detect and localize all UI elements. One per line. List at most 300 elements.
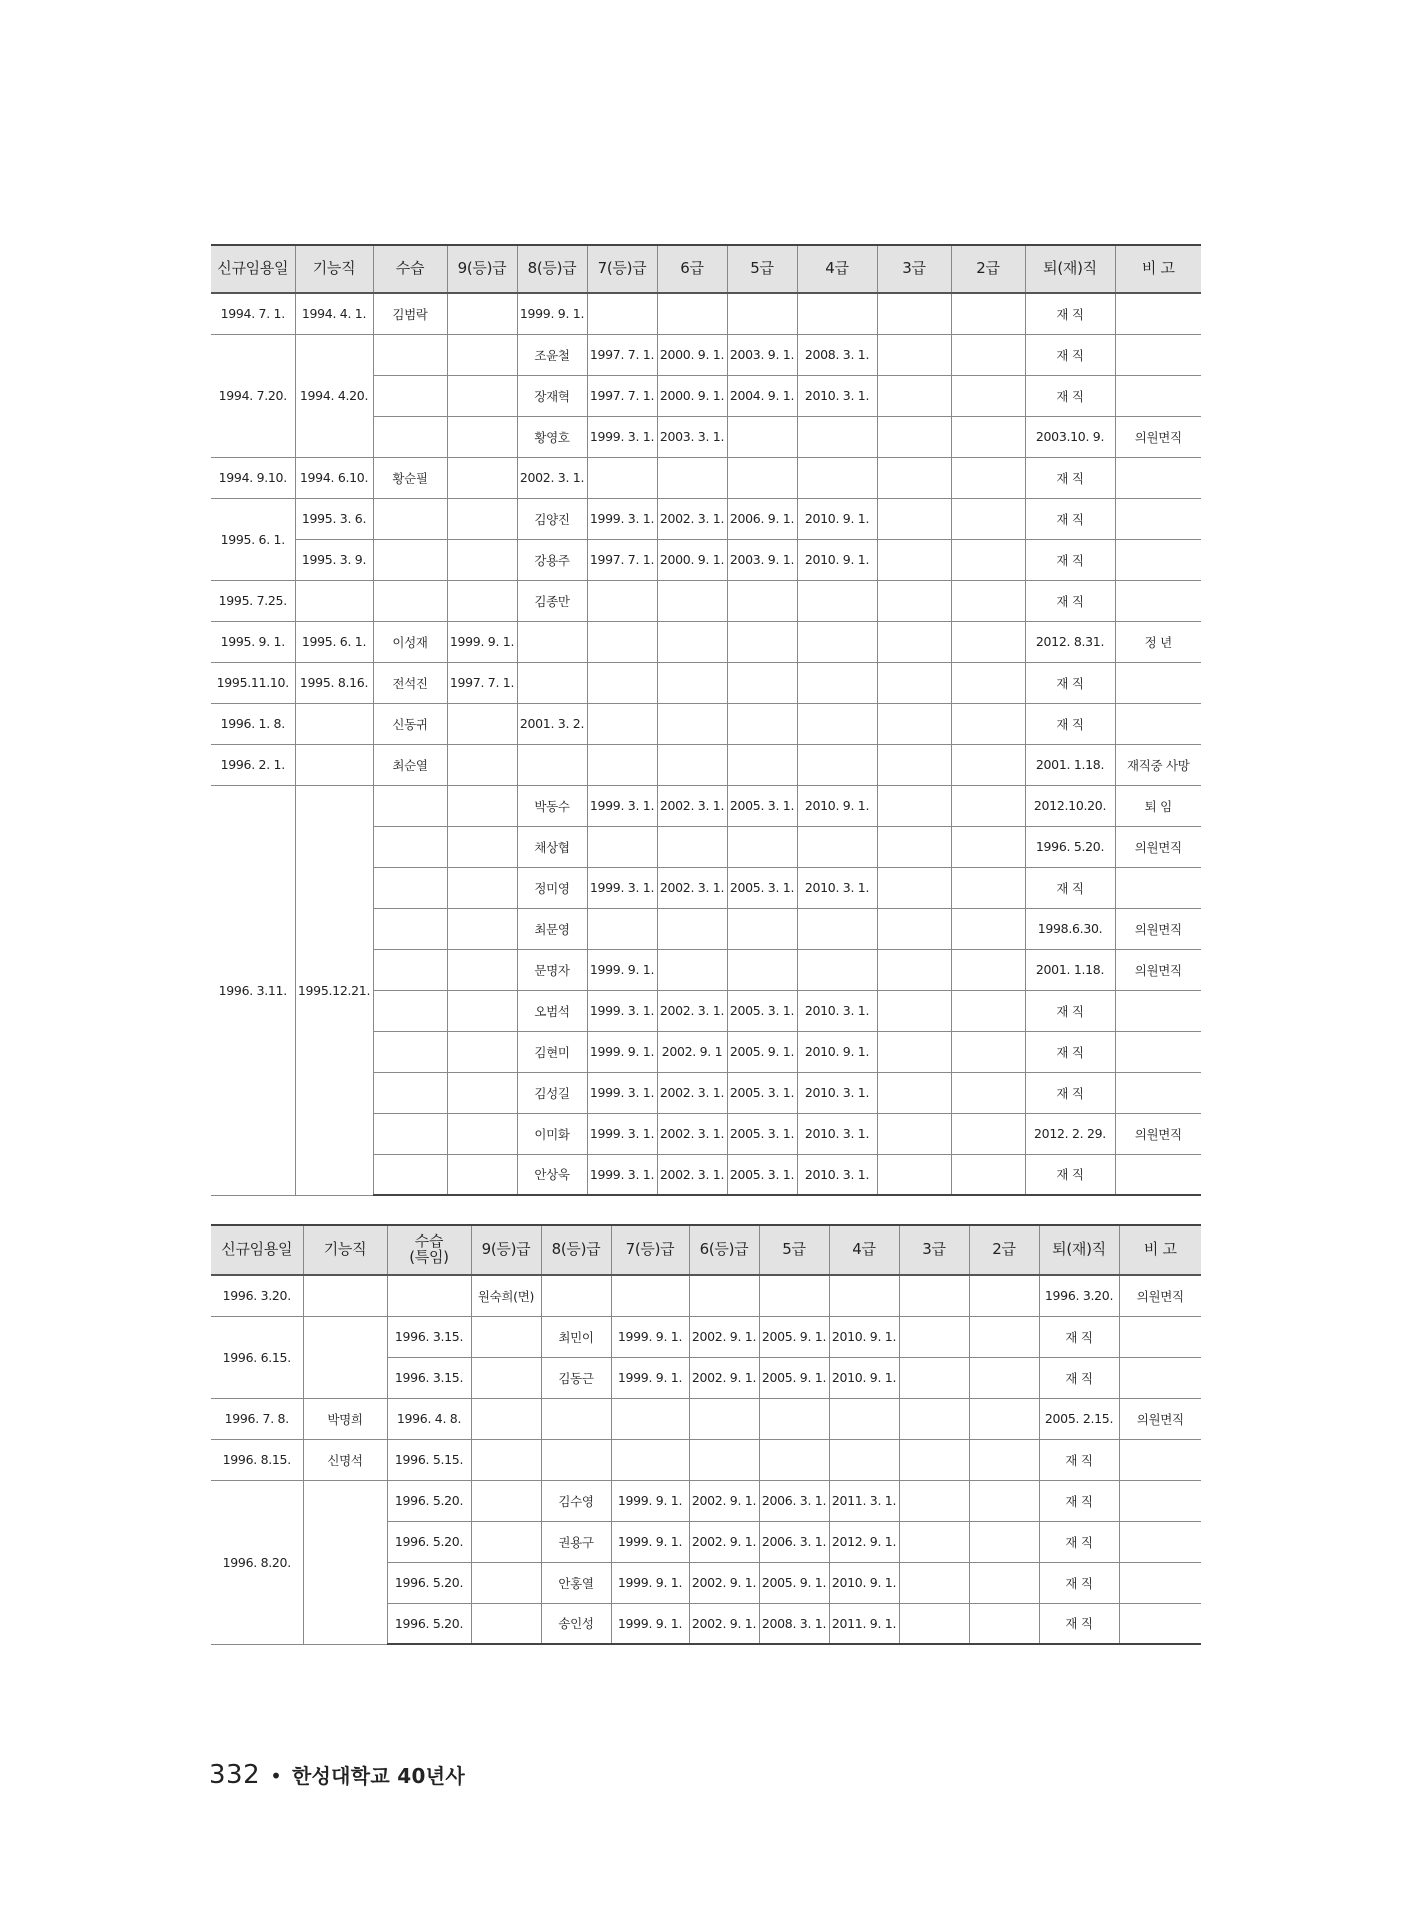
table-cell bbox=[969, 1398, 1039, 1439]
table-cell bbox=[1115, 662, 1201, 703]
table-cell bbox=[447, 293, 517, 334]
table-cell bbox=[969, 1562, 1039, 1603]
table-cell: 1995. 6. 1. bbox=[211, 498, 295, 580]
table-cell: 재 직 bbox=[1039, 1521, 1119, 1562]
table-cell: 1999. 3. 1. bbox=[587, 785, 657, 826]
table-cell: 재 직 bbox=[1025, 990, 1115, 1031]
table-row bbox=[211, 662, 1201, 703]
table-cell: 황순필 bbox=[373, 457, 447, 498]
table-cell: 2005. 9. 1. bbox=[759, 1562, 829, 1603]
column-header: 3급 bbox=[899, 1225, 969, 1275]
table-cell bbox=[877, 1031, 951, 1072]
table-cell: 안홍열 bbox=[541, 1562, 611, 1603]
table-cell bbox=[373, 908, 447, 949]
table-cell: 1996. 3.20. bbox=[1039, 1275, 1119, 1316]
table-cell: 박동수 bbox=[517, 785, 587, 826]
table-cell: 2002. 3. 1. bbox=[657, 785, 727, 826]
table-cell: 최민이 bbox=[541, 1316, 611, 1357]
table-cell: 박명희 bbox=[303, 1398, 387, 1439]
table-cell bbox=[611, 1275, 689, 1316]
table-cell: 1995. 6. 1. bbox=[295, 621, 373, 662]
table-cell bbox=[727, 826, 797, 867]
table-cell bbox=[759, 1275, 829, 1316]
table-cell bbox=[759, 1398, 829, 1439]
table-cell: 1999. 3. 1. bbox=[587, 1113, 657, 1154]
table-cell bbox=[877, 539, 951, 580]
table-cell: 2012. 9. 1. bbox=[829, 1521, 899, 1562]
table-cell: 재 직 bbox=[1025, 1154, 1115, 1195]
table-cell: 정미영 bbox=[517, 867, 587, 908]
table-cell bbox=[471, 1480, 541, 1521]
table-cell bbox=[373, 539, 447, 580]
table-cell bbox=[657, 908, 727, 949]
table-cell: 2001. 3. 2. bbox=[517, 703, 587, 744]
table-cell: 2003. 9. 1. bbox=[727, 334, 797, 375]
column-header: 퇴(재)직 bbox=[1025, 245, 1115, 293]
table-cell: 퇴 임 bbox=[1115, 785, 1201, 826]
table-cell: 1996. 5.20. bbox=[387, 1562, 471, 1603]
table-cell bbox=[1115, 1031, 1201, 1072]
table-cell bbox=[797, 457, 877, 498]
table-cell bbox=[447, 703, 517, 744]
table-cell bbox=[797, 662, 877, 703]
table-cell bbox=[587, 703, 657, 744]
table-cell: 의원면직 bbox=[1119, 1398, 1201, 1439]
table-cell bbox=[447, 867, 517, 908]
table-cell bbox=[587, 908, 657, 949]
table-cell bbox=[447, 785, 517, 826]
column-header: 6급 bbox=[657, 245, 727, 293]
table-cell bbox=[951, 744, 1025, 785]
table-cell: 재 직 bbox=[1025, 293, 1115, 334]
column-header: 4급 bbox=[797, 245, 877, 293]
table-cell bbox=[899, 1398, 969, 1439]
table-cell: 1995. 9. 1. bbox=[211, 621, 295, 662]
table-cell bbox=[373, 1031, 447, 1072]
table-cell bbox=[899, 1357, 969, 1398]
column-header: 4급 bbox=[829, 1225, 899, 1275]
table-cell bbox=[373, 498, 447, 539]
table-cell: 1996. 3.11. bbox=[211, 785, 295, 1195]
table-cell bbox=[797, 949, 877, 990]
table-cell: 2005. 2.15. bbox=[1039, 1398, 1119, 1439]
table-cell bbox=[727, 662, 797, 703]
table-cell bbox=[447, 498, 517, 539]
table-cell bbox=[969, 1439, 1039, 1480]
table-row bbox=[211, 1480, 1201, 1521]
table-cell: 2008. 3. 1. bbox=[759, 1603, 829, 1644]
table-cell bbox=[657, 293, 727, 334]
table-cell: 신동귀 bbox=[373, 703, 447, 744]
table-cell bbox=[899, 1521, 969, 1562]
table-cell bbox=[797, 416, 877, 457]
table-cell: 김현미 bbox=[517, 1031, 587, 1072]
table-cell bbox=[1115, 990, 1201, 1031]
table-cell bbox=[797, 293, 877, 334]
table-row bbox=[211, 498, 1201, 539]
table-cell bbox=[969, 1275, 1039, 1316]
table-cell: 2005. 3. 1. bbox=[727, 990, 797, 1031]
table-cell bbox=[829, 1439, 899, 1480]
table-cell: 1999. 9. 1. bbox=[611, 1562, 689, 1603]
table-cell bbox=[969, 1603, 1039, 1644]
table-cell bbox=[541, 1275, 611, 1316]
table-cell bbox=[657, 621, 727, 662]
table-cell: 전석진 bbox=[373, 662, 447, 703]
table-cell bbox=[951, 908, 1025, 949]
table-cell: 1998.6.30. bbox=[1025, 908, 1115, 949]
table-cell bbox=[899, 1480, 969, 1521]
table-cell: 1996. 5.20. bbox=[1025, 826, 1115, 867]
table-cell: 1995. 7.25. bbox=[211, 580, 295, 621]
table-cell bbox=[797, 744, 877, 785]
table-cell bbox=[969, 1480, 1039, 1521]
table-cell bbox=[587, 580, 657, 621]
table-cell bbox=[1115, 293, 1201, 334]
table-cell bbox=[587, 457, 657, 498]
table-cell bbox=[899, 1316, 969, 1357]
table-cell: 재 직 bbox=[1025, 703, 1115, 744]
table-cell: 1994. 4. 1. bbox=[295, 293, 373, 334]
column-header: 8(등)급 bbox=[541, 1225, 611, 1275]
column-header: 6(등)급 bbox=[689, 1225, 759, 1275]
table-row bbox=[211, 334, 1201, 375]
table-cell: 1996. 6.15. bbox=[211, 1316, 303, 1398]
table-row bbox=[211, 621, 1201, 662]
table-row bbox=[211, 1439, 1201, 1480]
table-cell bbox=[657, 949, 727, 990]
table-cell: 2002. 3. 1. bbox=[657, 498, 727, 539]
table-cell bbox=[1115, 457, 1201, 498]
table-cell bbox=[447, 539, 517, 580]
table-cell: 2005. 9. 1. bbox=[727, 1031, 797, 1072]
table-cell: 장재혁 bbox=[517, 375, 587, 416]
table-cell: 1996. 2. 1. bbox=[211, 744, 295, 785]
table-cell bbox=[877, 375, 951, 416]
table-cell: 1999. 9. 1. bbox=[587, 949, 657, 990]
table-cell bbox=[951, 1031, 1025, 1072]
table-cell bbox=[1115, 498, 1201, 539]
table-cell bbox=[471, 1439, 541, 1480]
table-cell: 2001. 1.18. bbox=[1025, 949, 1115, 990]
table-cell bbox=[899, 1439, 969, 1480]
table-cell: 1999. 9. 1. bbox=[611, 1480, 689, 1521]
table-cell bbox=[447, 826, 517, 867]
table-cell: 1996. 8.20. bbox=[211, 1480, 303, 1644]
table-cell bbox=[951, 826, 1025, 867]
table-cell bbox=[727, 293, 797, 334]
table-cell bbox=[1115, 1154, 1201, 1195]
table-cell: 1997. 7. 1. bbox=[447, 662, 517, 703]
table-cell: 2002. 9. 1. bbox=[689, 1562, 759, 1603]
table-cell: 의원면직 bbox=[1119, 1275, 1201, 1316]
footer-bullet: • bbox=[270, 1764, 282, 1788]
column-header: 5급 bbox=[727, 245, 797, 293]
table-cell: 재 직 bbox=[1039, 1603, 1119, 1644]
column-header: 비 고 bbox=[1119, 1225, 1201, 1275]
table-cell: 재 직 bbox=[1025, 1072, 1115, 1113]
table-cell: 2002. 9. 1. bbox=[689, 1357, 759, 1398]
table-cell bbox=[951, 457, 1025, 498]
table-cell bbox=[877, 744, 951, 785]
table-cell bbox=[541, 1398, 611, 1439]
table-cell bbox=[471, 1603, 541, 1644]
book-title: 한성대학교 40년사 bbox=[291, 1764, 465, 1788]
table-cell bbox=[877, 662, 951, 703]
table-cell bbox=[877, 457, 951, 498]
table-cell bbox=[797, 908, 877, 949]
table-cell bbox=[373, 949, 447, 990]
table-cell: 2003. 9. 1. bbox=[727, 539, 797, 580]
staff-table-1 bbox=[211, 244, 1201, 1196]
table-cell bbox=[727, 580, 797, 621]
table-cell bbox=[657, 744, 727, 785]
table-cell bbox=[969, 1316, 1039, 1357]
table-cell: 2011. 3. 1. bbox=[829, 1480, 899, 1521]
table-cell bbox=[447, 334, 517, 375]
table-cell bbox=[447, 457, 517, 498]
column-header: 신규임용일 bbox=[211, 245, 295, 293]
table-cell bbox=[951, 1113, 1025, 1154]
table-cell bbox=[797, 826, 877, 867]
staff-table-2 bbox=[211, 1224, 1201, 1645]
table-cell: 2010. 9. 1. bbox=[797, 785, 877, 826]
page-number: 332 bbox=[209, 1760, 261, 1790]
table-cell bbox=[587, 826, 657, 867]
page-footer bbox=[209, 1760, 465, 1790]
table-cell: 2010. 3. 1. bbox=[797, 1154, 877, 1195]
table-cell bbox=[797, 703, 877, 744]
table-cell: 1994. 4.20. bbox=[295, 334, 373, 457]
table-cell bbox=[951, 334, 1025, 375]
table-cell bbox=[447, 1072, 517, 1113]
table-cell: 강용주 bbox=[517, 539, 587, 580]
table-cell bbox=[877, 785, 951, 826]
table-cell: 1997. 7. 1. bbox=[587, 375, 657, 416]
table-cell: 재 직 bbox=[1025, 457, 1115, 498]
table-cell bbox=[951, 990, 1025, 1031]
table-cell bbox=[373, 826, 447, 867]
table-row bbox=[211, 744, 1201, 785]
table-cell: 2010. 3. 1. bbox=[797, 1072, 877, 1113]
column-header: 퇴(재)직 bbox=[1039, 1225, 1119, 1275]
table-cell bbox=[899, 1603, 969, 1644]
table-cell bbox=[727, 457, 797, 498]
table-cell bbox=[727, 908, 797, 949]
table-cell bbox=[727, 949, 797, 990]
table-cell: 김성길 bbox=[517, 1072, 587, 1113]
table-cell bbox=[969, 1357, 1039, 1398]
table-cell: 조윤철 bbox=[517, 334, 587, 375]
header-row bbox=[211, 1225, 1201, 1275]
table-cell: 1996. 1. 8. bbox=[211, 703, 295, 744]
table-cell: 2010. 3. 1. bbox=[797, 375, 877, 416]
table-cell: 1997. 7. 1. bbox=[587, 539, 657, 580]
table-cell bbox=[587, 621, 657, 662]
table-cell bbox=[447, 1031, 517, 1072]
table-row bbox=[211, 1398, 1201, 1439]
table-cell: 1996. 7. 8. bbox=[211, 1398, 303, 1439]
table-cell: 2005. 3. 1. bbox=[727, 1072, 797, 1113]
table-cell bbox=[303, 1316, 387, 1398]
table-cell bbox=[727, 416, 797, 457]
table-cell: 신명석 bbox=[303, 1439, 387, 1480]
table-cell bbox=[373, 990, 447, 1031]
table-cell: 의원면직 bbox=[1115, 416, 1201, 457]
table-cell bbox=[447, 1154, 517, 1195]
table-cell: 2003. 3. 1. bbox=[657, 416, 727, 457]
table-cell bbox=[373, 1154, 447, 1195]
table-cell: 2005. 3. 1. bbox=[727, 1113, 797, 1154]
table-cell: 2005. 3. 1. bbox=[727, 785, 797, 826]
table-cell bbox=[303, 1480, 387, 1644]
table-cell: 재 직 bbox=[1039, 1439, 1119, 1480]
table-cell: 2010. 3. 1. bbox=[797, 1113, 877, 1154]
table-cell: 1999. 3. 1. bbox=[587, 1154, 657, 1195]
table-cell bbox=[877, 826, 951, 867]
column-header: 수습 (특임) bbox=[387, 1225, 471, 1275]
table-cell bbox=[877, 580, 951, 621]
table-cell: 재 직 bbox=[1025, 375, 1115, 416]
table-cell bbox=[611, 1439, 689, 1480]
table-cell: 2010. 9. 1. bbox=[797, 498, 877, 539]
table-cell: 1996. 8.15. bbox=[211, 1439, 303, 1480]
table-cell bbox=[969, 1521, 1039, 1562]
table-cell: 의원면직 bbox=[1115, 826, 1201, 867]
table-cell bbox=[951, 498, 1025, 539]
table-cell bbox=[727, 621, 797, 662]
table-cell bbox=[689, 1439, 759, 1480]
table-cell: 김양진 bbox=[517, 498, 587, 539]
table-cell bbox=[727, 703, 797, 744]
table-cell bbox=[877, 867, 951, 908]
table-cell: 권용구 bbox=[541, 1521, 611, 1562]
table-cell: 1999. 3. 1. bbox=[587, 867, 657, 908]
table-cell: 재 직 bbox=[1025, 662, 1115, 703]
table-cell: 1999. 3. 1. bbox=[587, 416, 657, 457]
table-cell: 재 직 bbox=[1025, 580, 1115, 621]
table-cell bbox=[373, 1113, 447, 1154]
table-cell bbox=[471, 1398, 541, 1439]
table-cell: 1999. 9. 1. bbox=[611, 1316, 689, 1357]
table-cell bbox=[877, 1113, 951, 1154]
table-cell bbox=[447, 744, 517, 785]
table-cell: 정 년 bbox=[1115, 621, 1201, 662]
column-header: 2급 bbox=[951, 245, 1025, 293]
table-cell: 1999. 3. 1. bbox=[587, 990, 657, 1031]
table-cell bbox=[471, 1521, 541, 1562]
table-cell bbox=[541, 1439, 611, 1480]
table-cell bbox=[517, 662, 587, 703]
table-cell bbox=[877, 949, 951, 990]
table-cell: 1994. 7. 1. bbox=[211, 293, 295, 334]
table-cell bbox=[877, 1154, 951, 1195]
table-cell bbox=[447, 990, 517, 1031]
table-cell: 2012. 2. 29. bbox=[1025, 1113, 1115, 1154]
table-cell: 1995.11.10. bbox=[211, 662, 295, 703]
table-cell bbox=[797, 580, 877, 621]
table-cell: 김범락 bbox=[373, 293, 447, 334]
table-cell: 2002. 9. 1 bbox=[657, 1031, 727, 1072]
table-cell: 1995. 3. 9. bbox=[295, 539, 373, 580]
table-cell bbox=[951, 375, 1025, 416]
table-cell bbox=[951, 293, 1025, 334]
table-cell: 1994. 9.10. bbox=[211, 457, 295, 498]
table-cell bbox=[899, 1275, 969, 1316]
table-cell bbox=[471, 1316, 541, 1357]
table-cell bbox=[951, 416, 1025, 457]
table-cell: 2002. 3. 1. bbox=[657, 990, 727, 1031]
table-cell: 1996. 3.15. bbox=[387, 1316, 471, 1357]
table-cell bbox=[447, 949, 517, 990]
table-cell bbox=[1115, 539, 1201, 580]
table-cell: 2003.10. 9. bbox=[1025, 416, 1115, 457]
table-cell bbox=[877, 908, 951, 949]
table-row bbox=[211, 539, 1201, 580]
table-cell: 1999. 9. 1. bbox=[587, 1031, 657, 1072]
table-cell: 재직중 사망 bbox=[1115, 744, 1201, 785]
table-cell bbox=[611, 1398, 689, 1439]
column-header: 수습 bbox=[373, 245, 447, 293]
table-cell bbox=[951, 785, 1025, 826]
table-cell: 1995. 3. 6. bbox=[295, 498, 373, 539]
table-cell: 1996. 5.20. bbox=[387, 1480, 471, 1521]
table-row bbox=[211, 785, 1201, 826]
table-cell: 송인성 bbox=[541, 1603, 611, 1644]
table-cell bbox=[877, 703, 951, 744]
column-header: 신규임용일 bbox=[211, 1225, 303, 1275]
table-cell: 2002. 3. 1. bbox=[657, 1113, 727, 1154]
table-cell: 2002. 9. 1. bbox=[689, 1316, 759, 1357]
table-cell: 재 직 bbox=[1025, 334, 1115, 375]
table-cell bbox=[587, 662, 657, 703]
table-cell: 김동근 bbox=[541, 1357, 611, 1398]
table-row bbox=[211, 1275, 1201, 1316]
table-cell bbox=[1119, 1521, 1201, 1562]
table-cell bbox=[447, 375, 517, 416]
table-cell bbox=[877, 621, 951, 662]
column-header: 2급 bbox=[969, 1225, 1039, 1275]
table-cell: 1999. 9. 1. bbox=[447, 621, 517, 662]
table-row bbox=[211, 293, 1201, 334]
table-cell: 2006. 3. 1. bbox=[759, 1480, 829, 1521]
column-header: 기능직 bbox=[295, 245, 373, 293]
table-cell bbox=[951, 949, 1025, 990]
table-cell: 의원면직 bbox=[1115, 908, 1201, 949]
table-cell: 2000. 9. 1. bbox=[657, 375, 727, 416]
table-cell bbox=[829, 1275, 899, 1316]
table-cell bbox=[517, 621, 587, 662]
table-cell: 이성재 bbox=[373, 621, 447, 662]
table-cell: 1996. 3.15. bbox=[387, 1357, 471, 1398]
table-cell bbox=[951, 1154, 1025, 1195]
table-cell bbox=[447, 416, 517, 457]
column-header: 비 고 bbox=[1115, 245, 1201, 293]
table-cell: 2010. 9. 1. bbox=[797, 539, 877, 580]
table-cell: 채상협 bbox=[517, 826, 587, 867]
table-cell bbox=[951, 867, 1025, 908]
table-cell bbox=[951, 662, 1025, 703]
table-cell bbox=[877, 416, 951, 457]
table-cell bbox=[373, 785, 447, 826]
table-cell: 재 직 bbox=[1025, 498, 1115, 539]
table-cell: 2005. 3. 1. bbox=[727, 867, 797, 908]
table-cell bbox=[587, 744, 657, 785]
table-cell bbox=[1115, 334, 1201, 375]
table-cell: 2011. 9. 1. bbox=[829, 1603, 899, 1644]
table-cell bbox=[1115, 1072, 1201, 1113]
table-cell bbox=[471, 1357, 541, 1398]
